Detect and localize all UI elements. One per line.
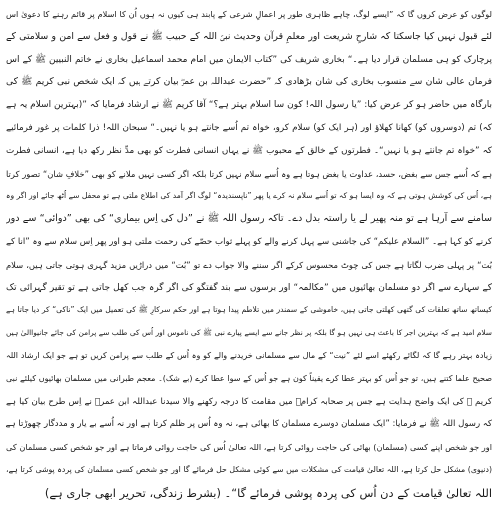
text-line: کے سہارے سے اگر دو مسلمان بھائیوں میں ”مکالمہ“ اور برسوں سے بند گفتگو کی اگر گرہ جب کھل جاتی ہے تو تقیر گہرائی تک — [6, 282, 492, 293]
text-line: ہے، اُس کی کوشش ہوتی ہے کہ وہ ایسا ہو کہ تو اُسے سلام نہ کرے یا پھر ”ناپسندیدہ“ لوگ اگر آمد کی اطلاع ملتی ہے تو محفل سے اُٹھ جائے اور اگر وہ — [6, 191, 492, 201]
text-line: سامنے سے آرہا ہے تو منہ پھیر لے یا راستہ بدل دے۔ تاکہ رسول اللہ ﷺ نے ”دل کی اِس بیماری“ کی بھی ”دوائی“ سے دور — [6, 213, 492, 225]
text-line: کہ ”خواہ تم جانتے ہو یا نہیں“۔ فطرتوں کے خالق کے محبوب ﷺ نے یہاں انسانی فطرت کو بھی مدِّ نظر رکھ دیا ہے، انسانی فطرت — [6, 145, 492, 156]
text-line: صحیح علما کتنے ہیں، تو جو اُس کو بہتر عطا کرے یقیناً کون ہے جو اُس کے سوا عطا کرے (بے شک)۔ معجم طبرانی میں مسلمان بھائیوں کیلئے نبی — [6, 373, 492, 383]
text-line: پرچارک کو ہی مسلمان قرار دیا ہے۔“ بخاری شریف کی ”کتاب الایمان میں امام محمد اسماعیل بخاری نے خاتم النبیین ﷺ کے اس — [6, 54, 492, 65]
text-line: کہ رسول اللہ ﷺ نے فرمایا: ”ایک مسلمان دوسرے مسلمان کا بھائی ہے، نہ وہ اُس پر ظلم کرتا ہے اور نہ اُسے بے یار و مددگار چھوڑتا ہے — [6, 419, 492, 430]
text-line: کیساتھ ساتھ تعلقات کی گتھی کھلتی جاتی ہیں، خاموشی کے سمندر میں تلاطم پیدا ہوتا ہے اور حکم سرکارِ ﷺ کی تعمیل میں ایک ”ناکی“ کر دیا جاتا ہے — [6, 305, 492, 315]
text-line: اور جو شخص اپنے کسی (مسلمان) بھائی کی حاجت روائی کرتا ہے، اللہ تعالیٰ اُس کی حاجت روائی فرماتا ہے اور جو شخص کسی مسلمان کی — [6, 442, 492, 453]
text-line: فرمان عالی شان سے منسوب بخاری کی شان بڑھادی کہ ”حضرت عبداللہ بن عمرؓ بیان کرتے ہیں کہ ایک شخص نبی کریم ﷺ کی — [6, 76, 492, 88]
text-line: (دنیوی) مشکل حل کرتا ہے، اللہ تعالیٰ قیامت کی مشکلات میں سے کوئی مشکل حل فرمائے گا اور جو شخص کسی مسلمان کی پردہ پوشی کرتا ہے، — [6, 464, 492, 474]
text-line: ہے کہ اُسے جس سے بغض، حسد، عداوت یا بغض ہوتا ہے وہ اُسے سلام نہیں کرتا بلکہ اگر کسی نہیں ملانے کو بھی ”خلافِ شان“ تصور کرتا — [6, 168, 492, 179]
text-line: لوگوں کو عرض کروں گا کہ ”ایسے لوگ، چاہے ظاہری طور پر اعمالِ شرعی کے پابند ہی کیوں نہ ہوں اُن کا اسلام پر قائم رہنے کا دعویٰ اس — [6, 9, 492, 19]
text-line: سلام امید ہے کہ بہترین اجر کا باعث ہی نہیں ہو گا بلکہ پر نظر جانے سے ایسے پیارے نبی ﷺ کی ناموس اور اُس کی طلب سے پرامن کی جائے جانیواالیٰ ہیں — [6, 328, 492, 338]
text-line: بُت“ پر پہلی ضرب لگاتا ہے جس کی چوٹ محسوس کرکے اگر سننے والا جواب دے تو ”بُت“ میں دراڑیں مزید گہری ہوتی جاتی ہیں، سلام — [6, 259, 492, 270]
text-line: لئے قبول نہیں کیا جاسکتا کہ شارحِ شریعت اور معلمِ قرآن وحدیث نبیؐ اللہ کے حبیب ﷺ نے قول و فعل سے امن و سلامتی کے — [6, 30, 492, 42]
text-line: بارگاہ میں حاضر ہو کر عرض کیا: ”یا رسول اللہ! کون سا اسلام بہتر ہے؟“ آقا کریم ﷺ نے ارشاد فرمایا کہ ”(بہترین اسلام یہ ہے — [6, 100, 492, 111]
text-line: کہ) تم (دوسروں کو) کھانا کھلاؤ اور (ہر ایک کو) سلام کرو، خواہ تم اُسے جانتے ہو یا نہیں۔“ سبحان اللہ! ذرا کلمات پر غور فرمائیے — [6, 122, 492, 133]
text-line: کرنے کو کہا ہے۔ ”السلام علیکم“ کی جاشنی سے پہل کرنے والے کو پہلے ثواب حصّے کی رحمت ملتی ہو اور پھر اِس سلام سے وہ ”انا کے — [6, 236, 492, 247]
text-line: زیادہ بہتر رہے گا کہ لگائے رکھئے اسے لئے ”نیت“ کے مال سے مسلمانی خریدنے والے کو وہ اُس کے طلب سے پرامن کریں تو ہے جو ایک ارشاد اللہ — [6, 350, 492, 360]
text-line: اللہ تعالیٰ قیامت کے دن اُس کی پردہ پوشی فرمائے گا“۔ (بشرط زندگی، تحریر ابھی جاری ہے) — [44, 485, 492, 500]
text-line: کریم ﷺ کی ایک واضح ہدایت ہے جس پر صحابہ کرامؓ میں مقامت کا درجہ رکھنے والا سیدنا عبداللہ ابن عمرؓ نے اِس طرح بیان کیا ہے — [6, 396, 492, 407]
